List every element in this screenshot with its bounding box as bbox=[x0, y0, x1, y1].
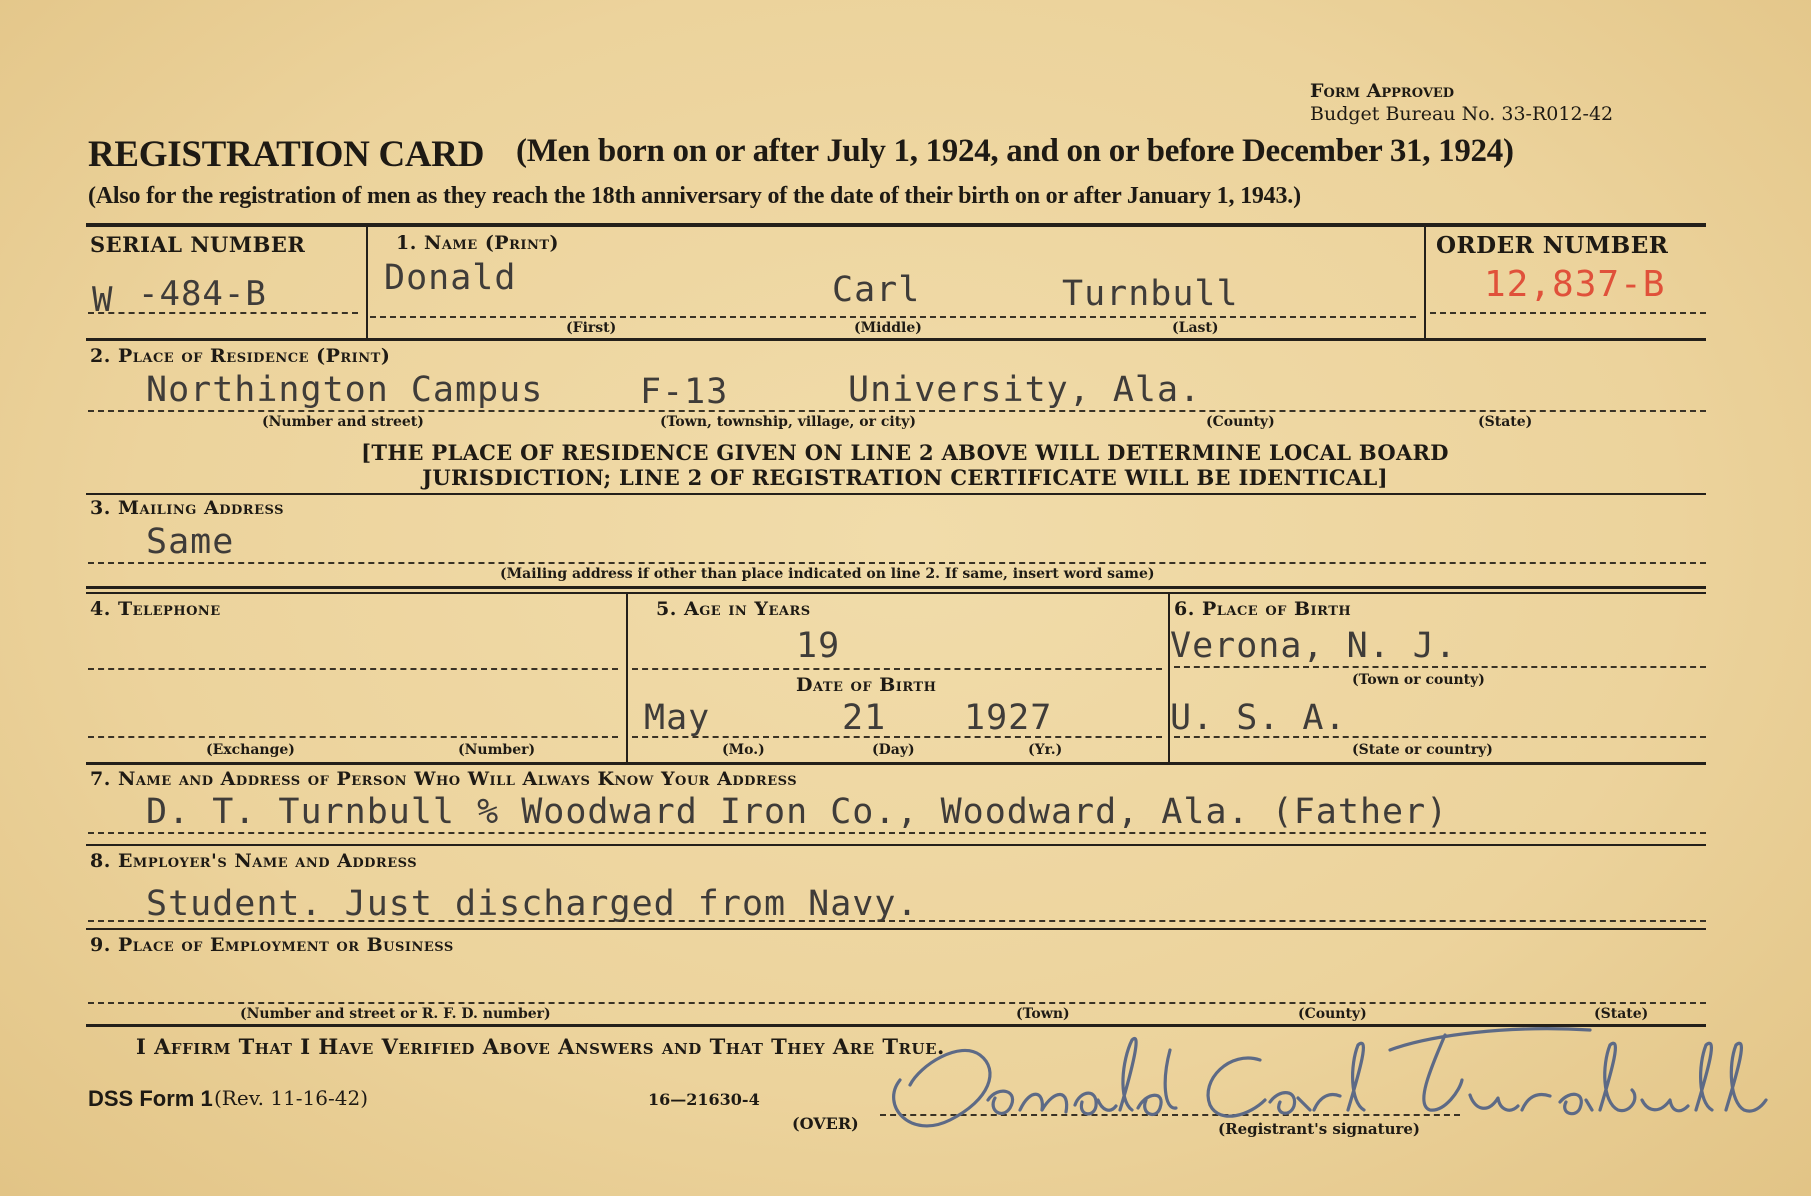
birth-month-value: May bbox=[644, 698, 711, 738]
last-caption: (Last) bbox=[1172, 320, 1219, 336]
residence-town-caption: (Town, township, village, or city) bbox=[660, 414, 916, 430]
mailing-address-value: Same bbox=[146, 522, 235, 562]
employment-state-caption: (State) bbox=[1594, 1006, 1649, 1022]
card-title: REGISTRATION CARD bbox=[88, 134, 485, 175]
birth-year-value: 1927 bbox=[964, 698, 1053, 738]
birthplace-town-caption: (Town or county) bbox=[1352, 672, 1485, 688]
residence-county-caption: (County) bbox=[1206, 414, 1275, 430]
date-of-birth-label: Date of Birth bbox=[796, 674, 937, 696]
employment-place-label: 9. Place of Employment or Business bbox=[90, 934, 454, 956]
form-approved: Form Approved bbox=[1310, 80, 1455, 102]
card-title-range: (Men born on or after July 1, 1924, and on or before December 31, 1924) bbox=[516, 133, 1514, 169]
mailing-address-caption: (Mailing address if other than place indicated on line 2. If same, insert word same) bbox=[500, 566, 1155, 582]
notice-line-1: [THE PLACE OF RESIDENCE GIVEN ON LINE 2 ABOVE WILL DETERMINE LOCAL BOARD bbox=[361, 440, 1449, 465]
residence-label: 2. Place of Residence (Print) bbox=[90, 345, 391, 367]
middle-name-value: Carl bbox=[832, 270, 921, 310]
serial-number-label: SERIAL NUMBER bbox=[90, 232, 306, 257]
first-name-value: Donald bbox=[384, 258, 517, 298]
serial-prefix: W bbox=[92, 280, 114, 320]
over-note: (OVER) bbox=[792, 1114, 859, 1133]
card-subtitle: (Also for the registration of men as they reach the 18th anniversary of the date of their birth on or after January 1, 1943.) bbox=[88, 183, 1301, 209]
last-name-value: Turnbull bbox=[1062, 274, 1239, 314]
form-revision: (Rev. 11-16-42) bbox=[214, 1086, 369, 1110]
number-caption: (Number) bbox=[458, 742, 536, 758]
age-label: 5. Age in Years bbox=[656, 598, 811, 620]
budget-bureau-number: Budget Bureau No. 33-R012-42 bbox=[1310, 103, 1614, 125]
serial-number-value: -484-B bbox=[138, 274, 267, 314]
order-number-value: 12,837-B bbox=[1484, 264, 1666, 305]
birth-day-value: 21 bbox=[842, 698, 887, 738]
residence-town-value: F-13 bbox=[640, 372, 729, 412]
dss-form-name: DSS Form 1 bbox=[88, 1086, 213, 1111]
residence-county-value: University, Ala. bbox=[848, 370, 1202, 410]
age-value: 19 bbox=[796, 626, 841, 666]
exchange-caption: (Exchange) bbox=[206, 742, 295, 758]
employment-town-caption: (Town) bbox=[1016, 1006, 1070, 1022]
affirmation-text: I Affirm That I Have Verified Above Answers and That They Are True. bbox=[136, 1034, 945, 1059]
mailing-address-label: 3. Mailing Address bbox=[90, 497, 284, 519]
birthplace-label: 6. Place of Birth bbox=[1174, 598, 1352, 620]
print-code: 16—21630-4 bbox=[648, 1090, 760, 1109]
residence-state-caption: (State) bbox=[1478, 414, 1533, 430]
day-caption: (Day) bbox=[872, 742, 915, 758]
residence-street-value: Northington Campus bbox=[146, 370, 544, 410]
first-caption: (First) bbox=[566, 320, 617, 336]
name-label: 1. Name (Print) bbox=[396, 232, 560, 254]
residence-street-caption: (Number and street) bbox=[262, 414, 424, 430]
birthplace-town-value: Verona, N. J. bbox=[1170, 626, 1457, 666]
order-number-label: ORDER NUMBER bbox=[1436, 232, 1669, 259]
registrant-signature bbox=[870, 1010, 1790, 1160]
year-caption: (Yr.) bbox=[1028, 742, 1063, 758]
employer-label: 8. Employer's Name and Address bbox=[90, 850, 418, 872]
employment-county-caption: (County) bbox=[1298, 1006, 1367, 1022]
birthplace-state-value: U. S. A. bbox=[1170, 698, 1347, 738]
top-rule bbox=[86, 223, 1706, 227]
employer-value: Student. Just discharged from Navy. bbox=[146, 884, 919, 924]
telephone-label: 4. Telephone bbox=[90, 598, 221, 620]
jurisdiction-notice bbox=[140, 440, 1670, 490]
signature-caption: (Registrant's signature) bbox=[1218, 1120, 1421, 1138]
middle-caption: (Middle) bbox=[854, 320, 922, 336]
contact-person-label: 7. Name and Address of Person Who Will Always Know Your Address bbox=[90, 768, 798, 790]
notice-line-2: JURISDICTION; LINE 2 OF REGISTRATION CERTIFICATE WILL BE IDENTICAL] bbox=[422, 465, 1388, 490]
birthplace-state-caption: (State or country) bbox=[1352, 742, 1493, 758]
month-caption: (Mo.) bbox=[722, 742, 765, 758]
employment-street-caption: (Number and street or R. F. D. number) bbox=[240, 1006, 551, 1022]
contact-person-value: D. T. Turnbull % Woodward Iron Co., Woodward, Ala. (Father) bbox=[146, 792, 1449, 832]
